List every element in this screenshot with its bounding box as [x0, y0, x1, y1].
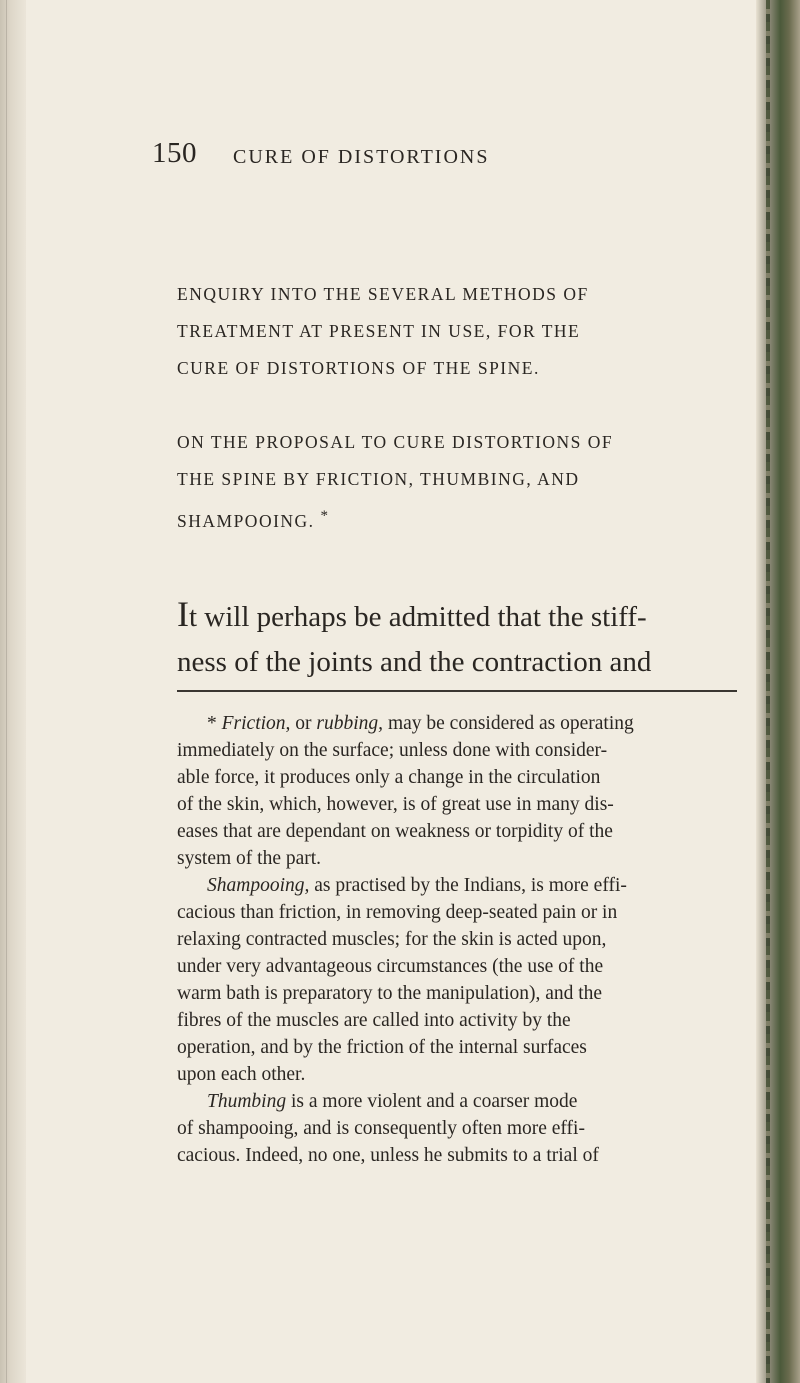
footnote-term: Friction, — [221, 713, 291, 734]
footnote-line: upon each other. — [177, 1064, 306, 1085]
heading-line: THE SPINE BY FRICTION, THUMBING, AND — [177, 469, 580, 489]
heading-line: ENQUIRY INTO THE SEVERAL METHODS OF — [177, 284, 589, 304]
footnote-line: of shampooing, and is consequently often more effi- — [177, 1118, 585, 1139]
footnote-line — [177, 872, 737, 899]
body-line: ness of the joints and the contraction and — [177, 646, 652, 678]
heading-line: TREATMENT AT PRESENT IN USE, FOR THE — [177, 321, 581, 341]
footnote-line — [177, 710, 737, 737]
footnote-paragraph-friction — [177, 710, 737, 872]
footnote-line: cacious. Indeed, no one, unless he submits to a trial of — [177, 1145, 599, 1166]
heading-line: CURE OF DISTORTIONS OF THE SPINE. — [177, 358, 540, 378]
footnote-text: may be considered as operating — [383, 713, 634, 734]
footnote-term: rubbing, — [316, 713, 384, 734]
section-heading-friction — [177, 424, 737, 540]
footnote-line: cacious than friction, in removing deep-seated pain or in — [177, 902, 618, 923]
footnote-line: eases that are dependant on weakness or torpidity of the — [177, 821, 613, 842]
footnote-line: system of the part. — [177, 848, 322, 869]
body-paragraph — [177, 592, 737, 685]
running-head-title: CURE OF DISTORTIONS — [233, 146, 490, 168]
heading-line-last — [177, 498, 737, 540]
footnote-line: operation, and by the friction of the internal surfaces — [177, 1037, 587, 1058]
footnote-text: is a more violent and a coarser mode — [286, 1091, 578, 1112]
heading-line-text: SHAMPOOING. — [177, 510, 315, 531]
heading-line: ON THE PROPOSAL TO CURE DISTORTIONS OF — [177, 432, 614, 452]
footnote-line — [177, 1088, 737, 1115]
footnote-line: under very advantageous circumstances (the use of the — [177, 956, 604, 977]
running-head — [152, 137, 712, 177]
body-line-text: t will perhaps be admitted that the stiff- — [189, 601, 647, 633]
footnote-paragraph-thumbing — [177, 1088, 737, 1169]
section-heading-enquiry — [177, 276, 737, 387]
page-edge-shadow — [756, 0, 800, 1383]
footnote-text: or — [290, 713, 317, 734]
footnote-line: of the skin, which, however, is of great use in many dis- — [177, 794, 614, 815]
footnote-block — [177, 710, 737, 1169]
page-number: 150 — [152, 137, 197, 169]
footnote-text: as practised by the Indians, is more effi- — [309, 875, 627, 896]
footnote-reference-mark: * — [320, 508, 330, 524]
footnote-line: immediately on the surface; unless done with consider- — [177, 740, 608, 761]
footnote-paragraph-shampooing — [177, 872, 737, 1088]
footnote-line: fibres of the muscles are called into activity by the — [177, 1010, 571, 1031]
footnote-marker: * — [207, 713, 217, 734]
body-line — [177, 592, 737, 640]
footnote-term: Shampooing, — [207, 875, 310, 896]
footnote-line: relaxing contracted muscles; for the skin is acted upon, — [177, 929, 607, 950]
footnote-line: warm bath is preparatory to the manipulation), and the — [177, 983, 603, 1004]
drop-capital: I — [177, 594, 189, 634]
book-binding-edge — [0, 0, 26, 1383]
footnote-line: able force, it produces only a change in the circulation — [177, 767, 601, 788]
footnote-divider — [177, 690, 737, 692]
footnote-term: Thumbing — [207, 1091, 287, 1112]
